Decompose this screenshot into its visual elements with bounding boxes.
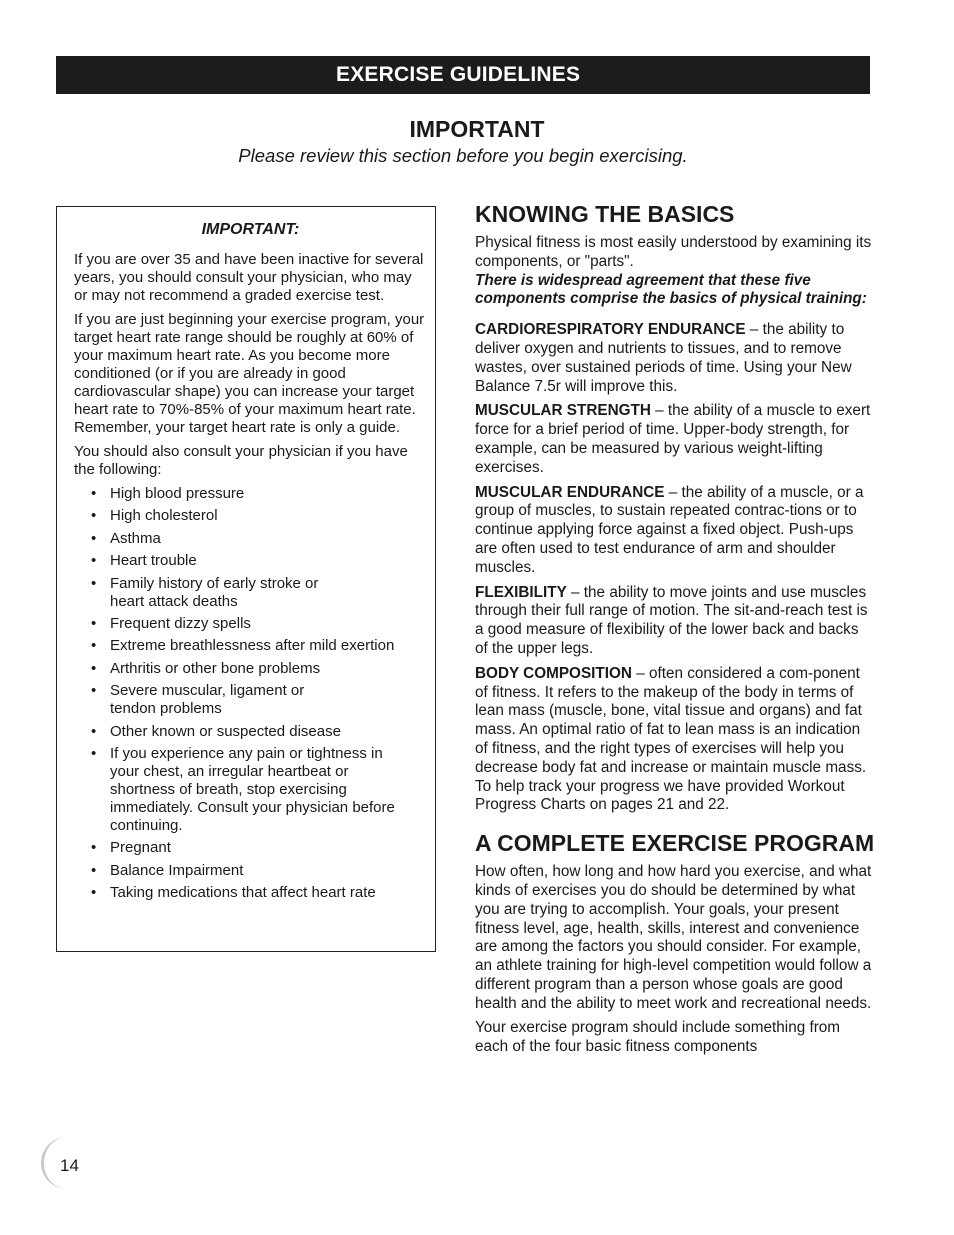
list-item <box>91 659 427 678</box>
section-title: EXERCISE GUIDELINES <box>336 63 581 86</box>
bullet: • <box>91 574 97 592</box>
list-item <box>91 884 427 902</box>
component-term: MUSCULAR ENDURANCE <box>475 483 665 501</box>
box-paragraph: If you are over 35 and have been inactive for several years, you should consult your physician, who may or may not recommend a graded exercise test. <box>74 251 424 304</box>
condition-list <box>74 485 427 902</box>
list-item <box>91 722 427 741</box>
bullet: • <box>91 659 97 677</box>
list-item-text: Taking medications that affect heart rate <box>110 884 376 902</box>
list-item <box>91 682 325 718</box>
list-item <box>91 574 340 611</box>
component-text: – the ability to deliver oxygen and nutrients to tissues, and to remove wastes, over sustained periods of time. Using your New Balance 7.5r will improve this. <box>475 321 852 395</box>
list-item <box>91 744 395 835</box>
list-item-text: Extreme breathlessness after mild exertion <box>110 637 395 655</box>
list-item-text: High cholesterol <box>110 507 218 525</box>
component-term: CARDIORESPIRATORY ENDURANCE <box>475 321 746 339</box>
component-term: MUSCULAR STRENGTH <box>475 402 651 420</box>
component-paragraph <box>475 402 875 477</box>
list-item-text: Asthma <box>110 529 161 547</box>
list-item-text: Balance Impairment <box>110 861 244 879</box>
right-column <box>475 200 875 1063</box>
bullet: • <box>91 682 97 700</box>
basics-intro <box>475 234 875 309</box>
basics-intro-emphasis: There is widespread agreement that these five components comprise the basics of physical training: <box>475 271 867 308</box>
component-term: FLEXIBILITY <box>475 583 567 601</box>
list-item-text: Severe muscular, ligament or tendon problems <box>110 682 305 718</box>
list-item <box>91 839 427 857</box>
bullet: • <box>91 529 97 547</box>
component-paragraph <box>475 665 875 815</box>
component-term: BODY COMPOSITION <box>475 664 632 682</box>
bullet: • <box>91 884 97 902</box>
bullet: • <box>91 637 97 655</box>
box-paragraph: You should also consult your physician if you have the following: <box>74 443 408 478</box>
program-paragraph: How often, how long and how hard you exercise, and what kinds of exercises you do should be determined by what you are trying to accomplish. Your goals, your present fitness level, age, health, skills, interest and convenience are among the factors you should consider. For example, an athlete training for high-level competition would follow a different program than a person whose goals are good health and the ability to meet work and recreational needs. <box>475 863 872 1012</box>
box-paragraph: If you are just beginning your exercise program, your target heart rate range should be roughly at 60% of your maximum heart rate. As you become more conditioned (or if you are already in good cardiovascular shape) you can increase your target heart rate to 70%-85% of your maximum heart rate. Remember, your target heart rate is only a guide. <box>74 311 425 436</box>
list-item <box>91 552 427 570</box>
important-subheading: Please review this section before you begin exercising. <box>238 145 688 166</box>
section-banner <box>56 56 870 94</box>
component-paragraph <box>475 584 875 659</box>
component-text: – often considered a com-ponent of fitness. It refers to the makeup of the body in terms of lean mass (muscle, bone, vital tissue and organs) and fat mass. An optimal ratio of fat to lean mass is an indication of fitness, and the right types of exercises will help you decrease body fat and increase or maintain muscle mass. To help track your progress we have provided Workout Progress Charts on pages 21 and 22. <box>475 664 867 814</box>
component-text: – the ability of a muscle, or a group of muscles, to sustain repeated contrac-tions or to continue applying force against a fixed object. Push-ups are often used to test endurance of arm and shoulder muscles. <box>475 483 864 576</box>
list-item-text: Arthritis or other bone problems <box>110 659 321 677</box>
list-item-text: If you experience any pain or tightness in your chest, an irregular heartbeat or shortness of breath, stop exercising immediately. Consult your physician before continuing. <box>110 744 395 834</box>
bullet: • <box>91 744 97 762</box>
important-heading: IMPORTANT <box>409 116 545 142</box>
list-item-text: Heart trouble <box>110 552 197 570</box>
list-item-text: High blood pressure <box>110 485 245 502</box>
list-item <box>91 485 427 503</box>
box-title: IMPORTANT: <box>201 221 300 238</box>
component-paragraph <box>475 321 875 396</box>
bullet: • <box>91 722 97 740</box>
component-text: – the ability to move joints and use muscles through their full range of motion. The sit-and-reach test is a good measure of flexibility of the lower back and backs of the upper legs. <box>475 583 868 657</box>
component-text: – the ability of a muscle to exert force for a brief period of time. Upper-body strength, for example, can be measured by various weight-lifting exercises. <box>475 402 871 476</box>
list-item-text: Pregnant <box>110 839 171 857</box>
component-paragraph <box>475 484 875 578</box>
bullet: • <box>91 861 97 879</box>
program-heading: A COMPLETE EXERCISE PROGRAM <box>475 830 875 857</box>
basics-heading: KNOWING THE BASICS <box>475 201 735 227</box>
list-item-text: Other known or suspected disease <box>110 722 341 740</box>
page-number: 14 <box>60 1156 79 1175</box>
list-item <box>91 614 427 633</box>
list-item <box>91 637 427 655</box>
bullet: • <box>91 485 97 502</box>
bullet: • <box>91 839 97 857</box>
list-item <box>91 529 427 548</box>
bullet: • <box>91 614 97 632</box>
list-item <box>91 861 427 880</box>
bullet: • <box>91 507 97 525</box>
program-paragraph: Your exercise program should include something from each of the four basic fitness components <box>475 1019 841 1056</box>
list-item-text: Family history of early stroke or heart attack deaths <box>110 574 319 610</box>
list-item <box>91 507 427 525</box>
list-item-text: Frequent dizzy spells <box>110 614 251 632</box>
bullet: • <box>91 552 97 570</box>
basics-intro-text: Physical fitness is most easily understood by examining its components, or "parts". <box>475 234 872 270</box>
important-box <box>56 206 436 952</box>
